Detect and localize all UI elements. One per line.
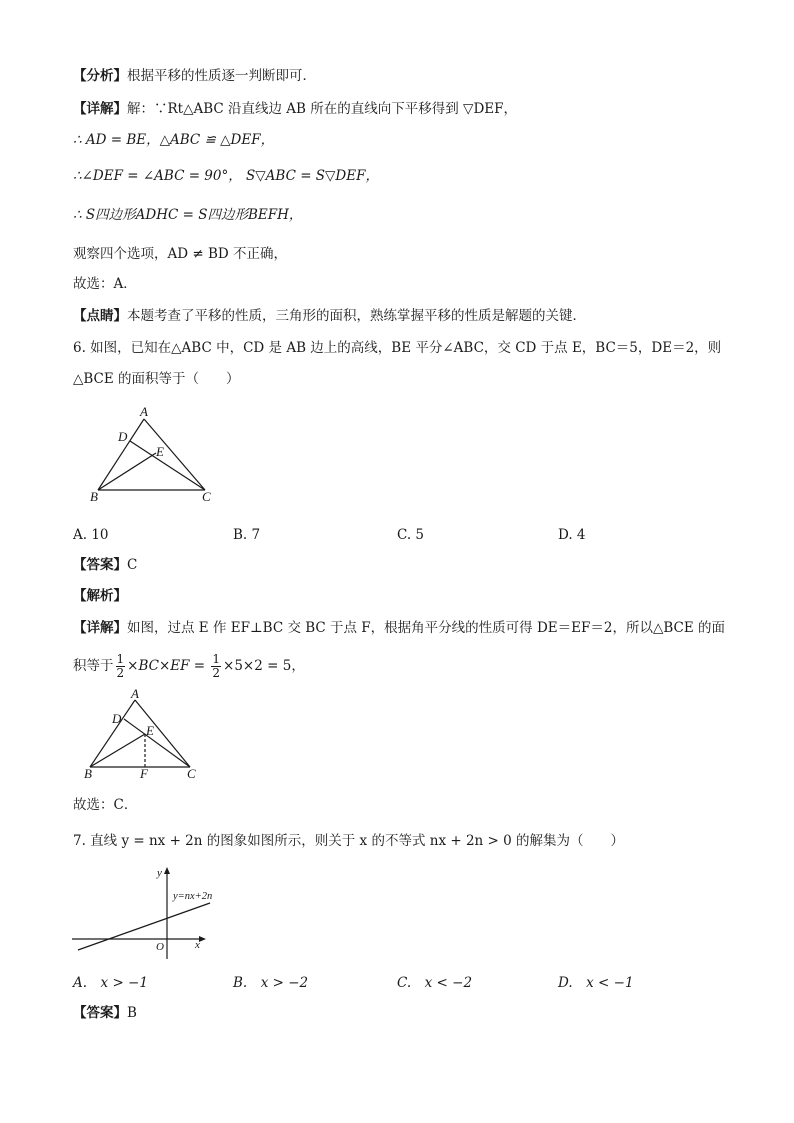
label-d: D <box>118 429 128 444</box>
q6-fraction-1-num: 1 <box>116 652 125 666</box>
label-y: y <box>157 867 162 879</box>
q7-answer: B <box>127 1005 137 1021</box>
label-b: B <box>90 489 98 504</box>
q6-detail-line-2 <box>73 652 305 680</box>
q6-fraction-1-den: 2 <box>116 666 125 680</box>
q6-solution-figure <box>78 688 218 783</box>
label-d: D <box>112 711 122 726</box>
label-e: E <box>156 444 164 459</box>
q6-detail-line-1 <box>73 618 725 638</box>
label-line: y=nx+2n <box>173 891 213 902</box>
q7-answer-line <box>73 1003 137 1023</box>
q6-explain-line <box>73 586 127 606</box>
detail-text-1: 解：∵Rt△ABC 沿直线边 AB 所在的直线向下平移得到 ▽DEF， <box>127 101 517 117</box>
label-b: B <box>84 766 92 781</box>
q6-option-c: C. 5 <box>397 527 425 543</box>
q6-fraction-2-den: 2 <box>212 666 221 680</box>
q6-detail-text-1: 如图，过点 E 作 EF⊥BC 交 BC 于点 F，根据角平分线的性质可得 DE＝EF＝2，所以△BCE 的面 <box>127 620 725 636</box>
label-c: C <box>187 766 196 781</box>
detail-line-1 <box>73 99 517 119</box>
label-x: x <box>195 939 200 951</box>
q6-answer-line <box>73 555 137 575</box>
x-axis-arrow <box>199 936 206 942</box>
q6-triangle-figure <box>80 400 230 510</box>
detail-line-6: 故选：A． <box>73 276 137 292</box>
analysis-text: 根据平移的性质逐一判断即可． <box>127 68 316 84</box>
analysis-tag: 【分析】 <box>73 68 127 84</box>
detail-text-3a: ∴∠DEF = ∠ABC = 90°， <box>73 168 242 184</box>
q7-graph <box>70 862 230 962</box>
q6-conclusion: 故选：C． <box>73 797 138 813</box>
q6-fraction-1 <box>116 653 126 680</box>
q6-detail-tag: 【详解】 <box>73 620 127 636</box>
q6-option-b: B. 7 <box>233 527 261 543</box>
q7-option-b: B. x > −2 <box>233 975 309 991</box>
q7-stem: 7. 直线 y = nx + 2n 的图象如图所示，则关于 x 的不等式 nx + 2n > 0 的解集为（ ） <box>73 833 625 849</box>
q6-detail-mid: ×BC×EF = <box>127 658 206 674</box>
label-c: C <box>202 489 211 504</box>
q6-detail-post: ×5×2 = 5， <box>223 658 305 674</box>
detail-line-2: ∴ AD = BE，△ABC ≌ △DEF， <box>73 132 275 148</box>
comment-text: 本题考查了平移的性质，三角形的面积，熟练掌握平移的性质是解题的关键． <box>127 308 586 324</box>
q6-explain-tag: 【解析】 <box>73 588 127 604</box>
q6-stem-1: 6. 如图，已知在△ABC 中，CD 是 AB 边上的高线，BE 平分∠ABC，交 CD 于点 E，BC＝5，DE＝2，则 <box>73 340 722 356</box>
q7-option-d: D. x < −1 <box>558 975 634 991</box>
detail-tag: 【详解】 <box>73 101 127 117</box>
q6-fraction-2 <box>211 653 221 680</box>
q6-answer: C <box>127 557 138 573</box>
comment-tag: 【点睛】 <box>73 308 127 324</box>
detail-text-3b: S▽ABC = S▽DEF， <box>246 168 379 184</box>
detail-line-5: 观察四个选项，AD ≠ BD 不正确， <box>73 246 288 262</box>
q6-stem-2: △BCE 的面积等于（ ） <box>73 371 240 387</box>
q6-fraction-2-num: 1 <box>212 652 221 666</box>
q7-option-a: A. x > −1 <box>73 975 148 991</box>
detail-line-3 <box>73 166 379 186</box>
q7-option-c: C. x < −2 <box>397 975 473 991</box>
detail-line-4: ∴ S四边形ADHC = S四边形BEFH， <box>73 207 303 223</box>
segment-be <box>90 734 145 767</box>
label-a: A <box>140 404 148 419</box>
analysis-line <box>73 66 316 86</box>
q6-option-d: D. 4 <box>558 527 586 543</box>
y-axis-arrow <box>164 867 170 874</box>
label-e: E <box>146 723 154 738</box>
q6-detail-pre: 积等于 <box>73 658 114 674</box>
label-f: F <box>140 766 148 781</box>
q6-answer-tag: 【答案】 <box>73 557 127 573</box>
segment-be <box>98 453 156 490</box>
comment-line <box>73 306 586 326</box>
function-line <box>78 903 210 950</box>
label-a: A <box>131 688 139 701</box>
q7-answer-tag: 【答案】 <box>73 1005 127 1021</box>
label-o: O <box>156 941 164 953</box>
q6-option-a: A. 10 <box>73 527 109 543</box>
segment-cd <box>130 441 205 490</box>
